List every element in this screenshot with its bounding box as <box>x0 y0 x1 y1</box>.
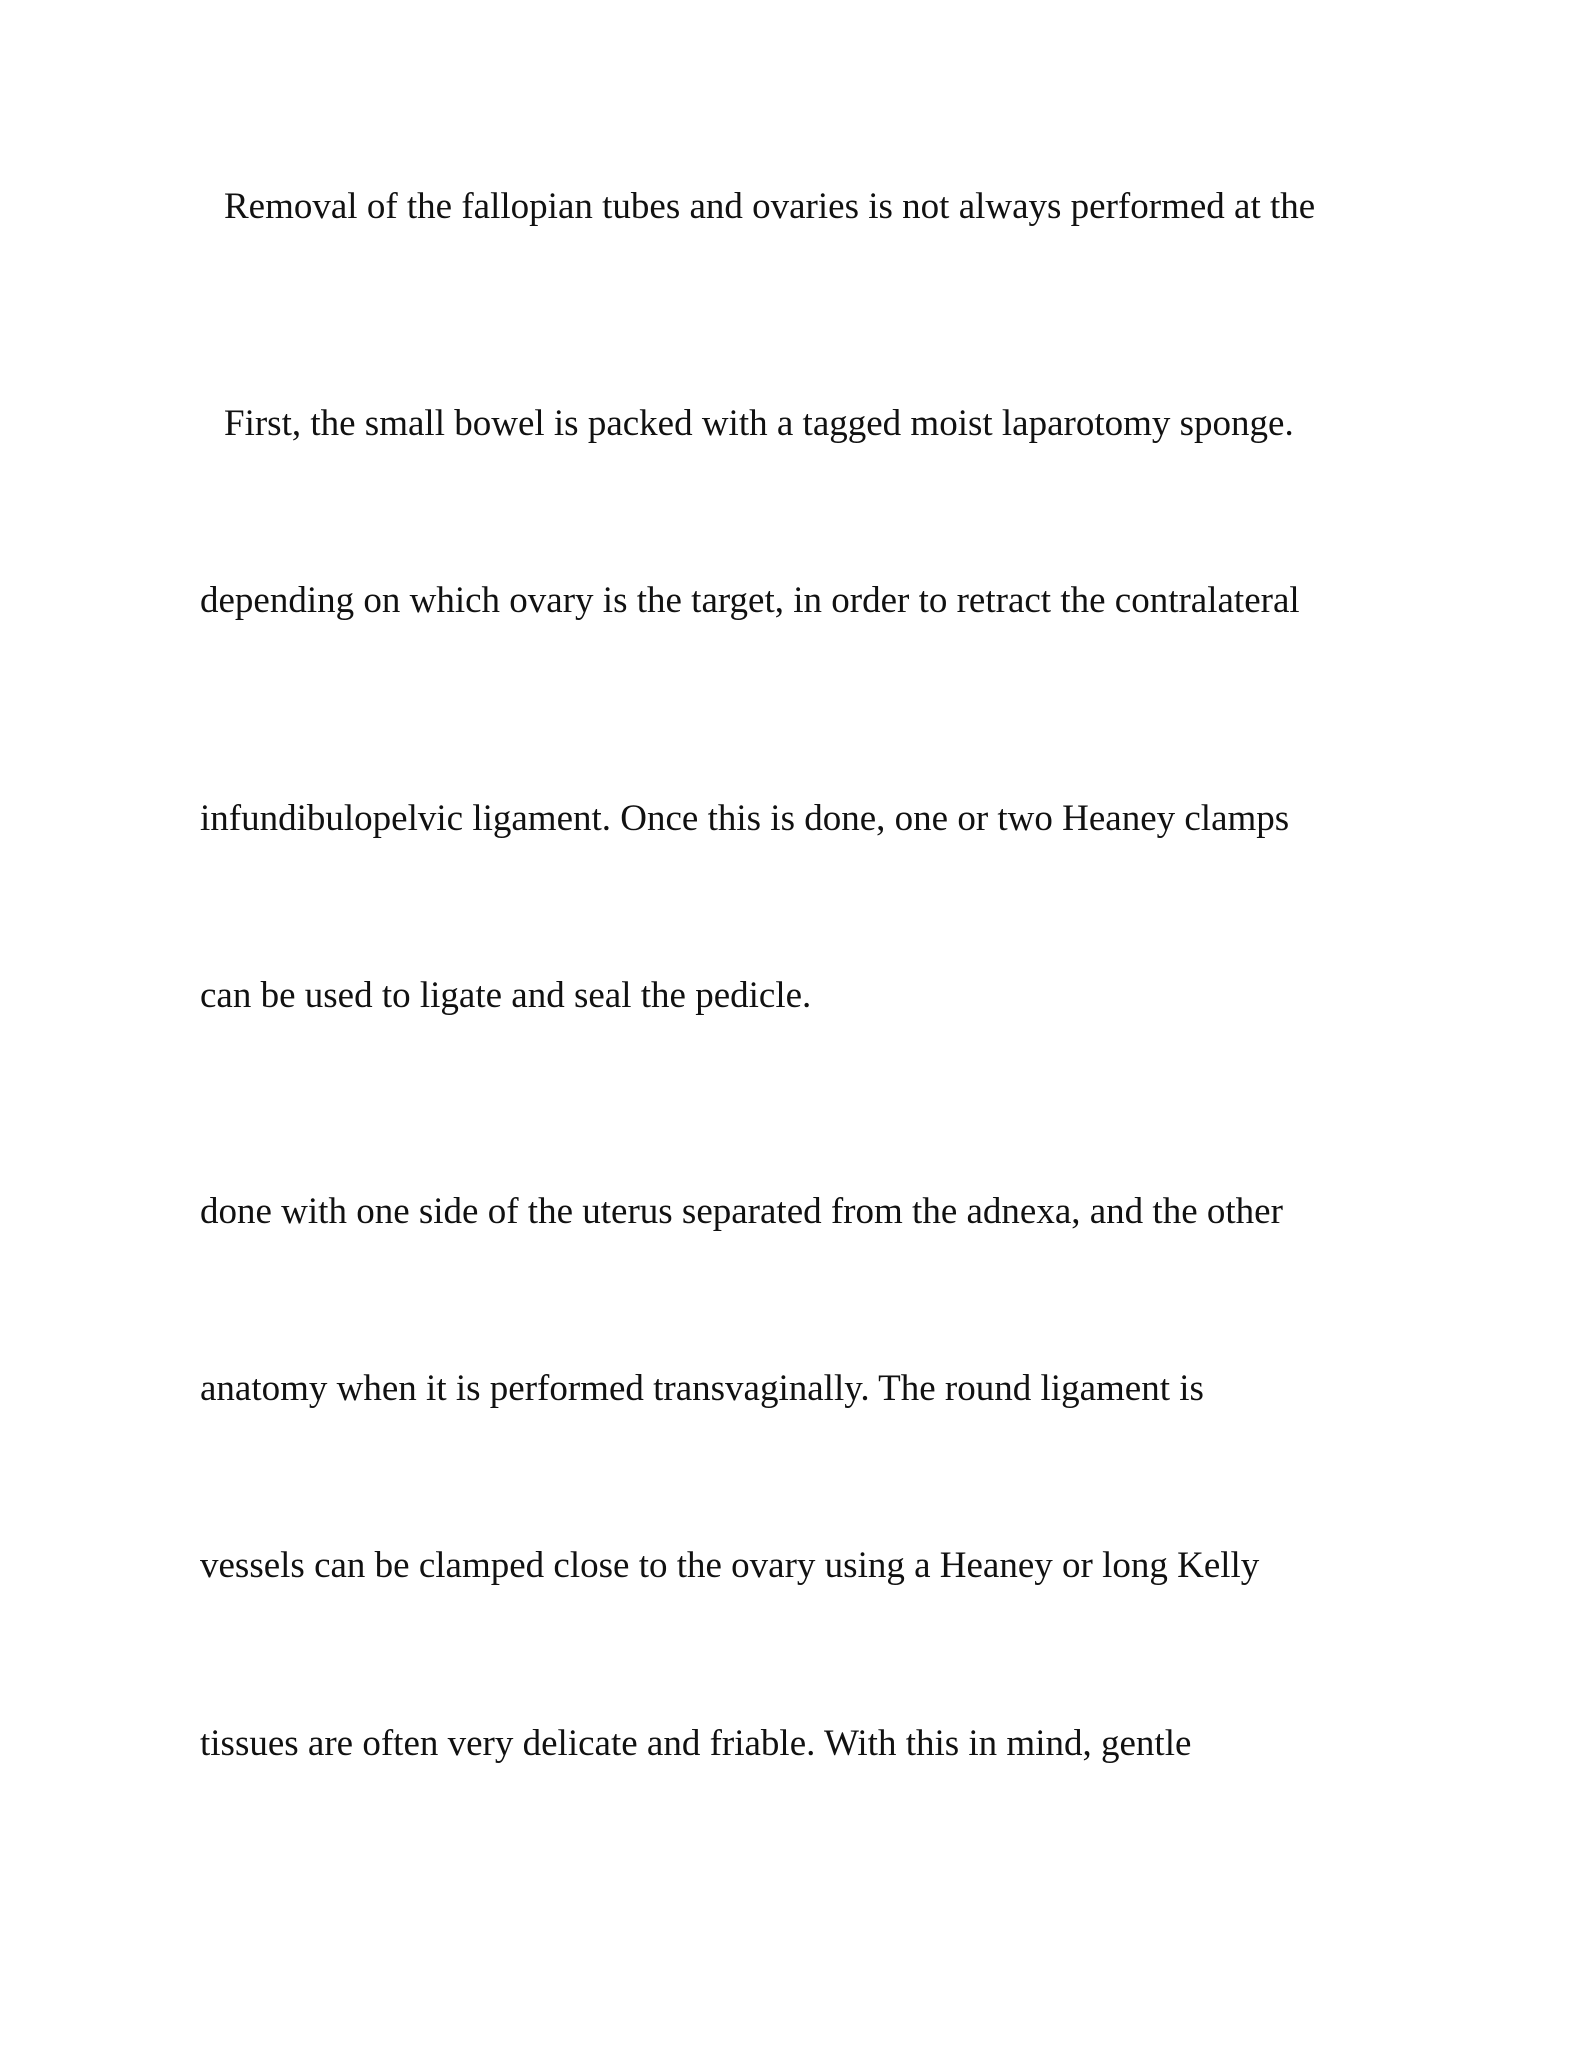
text-line-4: infundibulopelvic ligament. Once this is done, one or two Heaney clamps <box>200 798 1290 839</box>
text-line-9: tissues are often very delicate and friable. With this in mind, gentle <box>200 1723 1192 1764</box>
text-line-3: depending on which ovary is the target, in order to retract the contralateral <box>200 580 1300 621</box>
text-line-8: vessels can be clamped close to the ovary using a Heaney or long Kelly <box>200 1545 1260 1586</box>
text-line-7: anatomy when it is performed transvaginally. The round ligament is <box>200 1368 1204 1409</box>
text-line-2: First, the small bowel is packed with a tagged moist laparotomy sponge. <box>224 403 1294 444</box>
text-line-6: done with one side of the uterus separated from the adnexa, and the other <box>200 1191 1283 1232</box>
text-line-5: can be used to ligate and seal the pedicle. <box>200 975 812 1016</box>
text-line-1: Removal of the fallopian tubes and ovaries is not always performed at the <box>224 186 1316 227</box>
